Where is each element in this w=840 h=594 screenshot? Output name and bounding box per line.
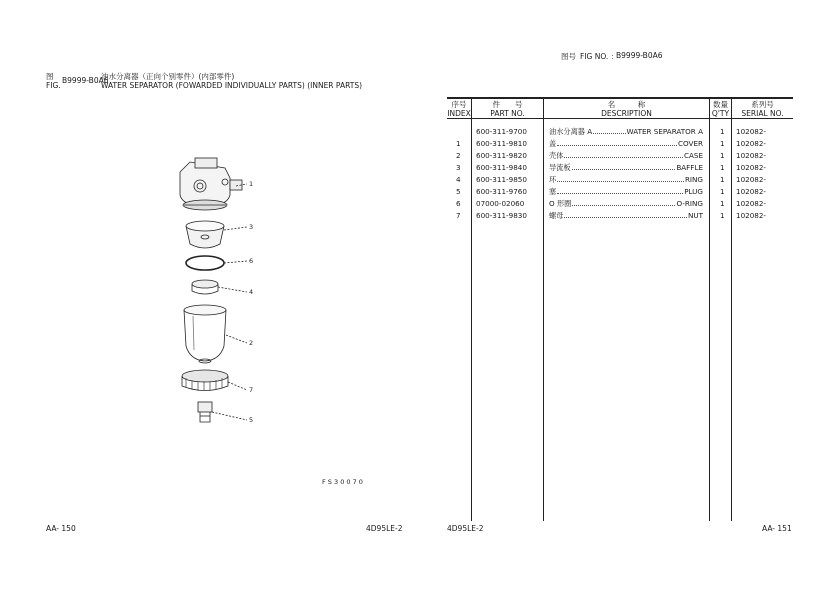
row-part-number: 600-311-9700 — [476, 127, 527, 136]
row-description — [549, 186, 703, 198]
table-row — [447, 126, 793, 138]
row-qty: 1 — [720, 163, 725, 172]
row-index: 4 — [456, 175, 461, 184]
row-desc-zh: 导流板 — [549, 163, 571, 172]
model-right: 4D95LE-2 — [447, 524, 484, 533]
row-part-number: 600-311-9830 — [476, 211, 527, 220]
row-serial: 102082- — [736, 127, 767, 136]
row-desc-en: O-RING — [676, 199, 703, 208]
callout-5: 5 — [249, 416, 254, 424]
row-part-number: 600-311-9840 — [476, 163, 527, 172]
callout-1: 1 — [249, 180, 254, 188]
drawing-code: F S 3 0 0 7 0 — [322, 478, 363, 486]
row-desc-zh: 壳体 — [549, 151, 564, 160]
page-number-right: AA- 151 — [762, 524, 792, 533]
row-serial: 102082- — [736, 187, 767, 196]
table-row — [447, 138, 793, 150]
row-desc-zh: 塞 — [549, 187, 557, 196]
row-desc-en: CASE — [683, 151, 703, 160]
exploded-parts-drawing — [150, 150, 270, 440]
row-serial: 102082- — [736, 151, 767, 160]
row-desc-en: PLUG — [684, 187, 703, 196]
table-row — [447, 210, 793, 222]
row-leader-dots — [557, 174, 684, 182]
fig-header-en: FIG NO. ： — [580, 52, 619, 61]
row-leader-dots — [564, 210, 687, 218]
callout-2: 2 — [249, 339, 254, 347]
col-description-header: 名 称 DESCRIPTION — [601, 100, 652, 118]
row-description — [549, 174, 703, 186]
row-part-number: 600-311-9760 — [476, 187, 527, 196]
page-number-left: AA- 150 — [46, 524, 76, 533]
callout-3: 3 — [249, 223, 254, 231]
row-desc-en: BAFFLE — [676, 163, 703, 172]
row-part-number: 600-311-9820 — [476, 151, 527, 160]
row-leader-dots — [593, 126, 625, 134]
col-index-header: 序号 INDEX — [447, 100, 471, 118]
fig-header-number: B9999-B0A6 — [616, 51, 663, 60]
row-serial: 102082- — [736, 199, 767, 208]
fig-number: B9999-B0A6 — [62, 76, 109, 85]
table-row — [447, 174, 793, 186]
callout-4: 4 — [249, 288, 254, 296]
row-qty: 1 — [720, 187, 725, 196]
row-qty: 1 — [720, 211, 725, 220]
row-desc-zh: 环 — [549, 175, 557, 184]
row-leader-dots — [557, 186, 683, 194]
col-part-header: 件 号 PART NO. — [490, 100, 525, 118]
row-leader-dots — [572, 198, 675, 206]
row-qty: 1 — [720, 139, 725, 148]
row-desc-zh: 盖 — [549, 139, 557, 148]
model-left: 4D95LE-2 — [366, 524, 403, 533]
fig-label-zh: 图 — [46, 72, 54, 81]
row-description — [549, 138, 703, 150]
row-description — [549, 162, 703, 174]
row-description — [549, 198, 703, 210]
row-serial: 102082- — [736, 211, 767, 220]
row-index: 1 — [456, 139, 461, 148]
row-desc-en: RING — [684, 175, 703, 184]
row-part-number: 07000-02060 — [476, 199, 525, 208]
fig-label-en: FIG. — [46, 81, 61, 90]
title-zh: 油水分离器（正向个别零件）(内部零件) — [101, 72, 235, 81]
row-serial: 102082- — [736, 139, 767, 148]
table-row — [447, 162, 793, 174]
row-leader-dots — [564, 150, 683, 158]
fig-header-zh: 图号 — [561, 52, 576, 61]
row-serial: 102082- — [736, 175, 767, 184]
row-qty: 1 — [720, 199, 725, 208]
row-index: 6 — [456, 199, 461, 208]
row-index: 2 — [456, 151, 461, 160]
table-row — [447, 186, 793, 198]
row-leader-dots — [572, 162, 676, 170]
row-index: 5 — [456, 187, 461, 196]
row-qty: 1 — [720, 175, 725, 184]
row-desc-en: NUT — [687, 211, 703, 220]
row-desc-zh: 螺母 — [549, 211, 564, 220]
row-description — [549, 150, 703, 162]
row-qty: 1 — [720, 151, 725, 160]
row-part-number: 600-311-9850 — [476, 175, 527, 184]
callout-6: 6 — [249, 257, 254, 265]
table-row — [447, 198, 793, 210]
row-index: 7 — [456, 211, 461, 220]
row-leader-dots — [557, 138, 677, 146]
row-desc-en: COVER — [677, 139, 703, 148]
table-row — [447, 150, 793, 162]
row-desc-zh: O 形圈 — [549, 199, 572, 208]
row-desc-en: WATER SEPARATOR A — [626, 127, 703, 136]
row-description — [549, 126, 703, 138]
title-en: WATER SEPARATOR (FOWARDED INDIVIDUALLY PARTS) (INNER PARTS) — [101, 81, 363, 90]
col-qty-header: 数量 Q'TY — [711, 100, 730, 118]
row-index: 3 — [456, 163, 461, 172]
col-serial-header: 系列号 SERIAL NO. — [741, 100, 784, 118]
row-qty: 1 — [720, 127, 725, 136]
row-part-number: 600-311-9810 — [476, 139, 527, 148]
row-serial: 102082- — [736, 163, 767, 172]
callout-7: 7 — [249, 386, 254, 394]
row-description — [549, 210, 703, 222]
row-desc-zh: 油水分离器 A — [549, 127, 593, 136]
